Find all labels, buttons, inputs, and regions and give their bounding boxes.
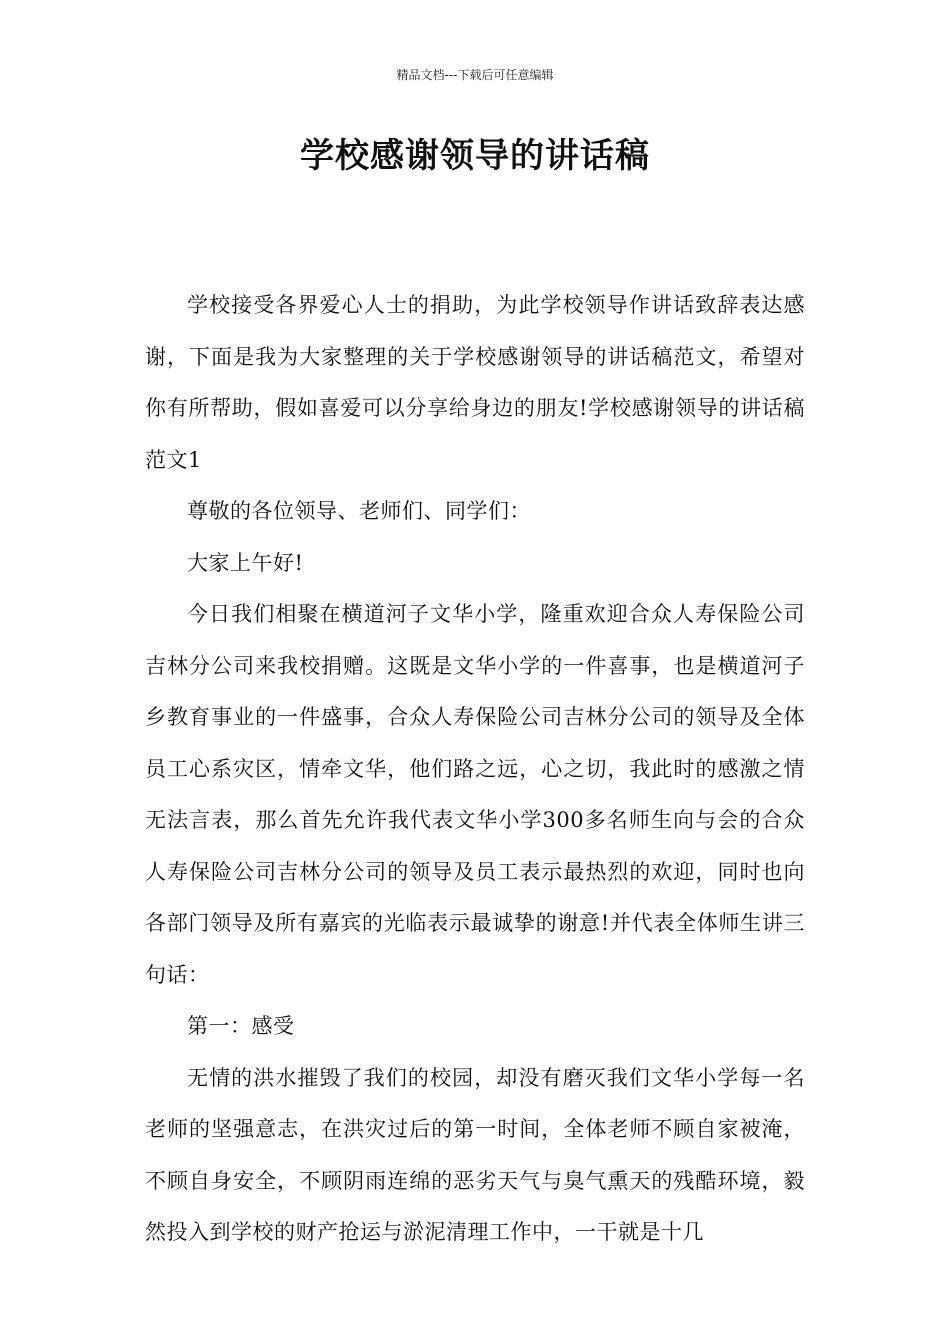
paragraph-salutation: 尊敬的各位领导、老师们、同学们： (187, 499, 531, 523)
paragraph-section-heading: 第一：感受 (187, 1014, 295, 1038)
paragraph-intro: 学校接受各界爱心人士的捐助，为此学校领导作讲话致辞表达感谢，下面是我为大家整理的关于学校感谢领导的讲话稿范文，希望对你有所帮助，假如喜爱可以分享给身边的朋友!学校感谢领导的讲话稿范文1 (145, 293, 805, 472)
paragraph-welcome: 今日我们相聚在横道河子文华小学，隆重欢迎合众人寿保险公司吉林分公司来我校捐赠。这既是文华小学的一件喜事，也是横道河子乡教育事业的一件盛事，合众人寿保险公司吉林分公司的领导及全体员工心系灾区，情牵文华，他们路之远，心之切，我此时的感激之情无法言表，那么首先允许我代表文华小学300多名师生向与会的合众人寿保险公司吉林分公司的领导及员工表示最热烈的欢迎，同时也向各部门领导及所有嘉宾的光临表示最诚挚的谢意!并代表全体师生讲三句话： (145, 602, 805, 987)
paragraph-section-body: 无情的洪水摧毁了我们的校园，却没有磨灭我们文华小学每一名老师的坚强意志，在洪灾过后的第一时间，全体老师不顾自家被淹，不顾自身安全，不顾阴雨连绵的恶劣天气与臭气熏天的残酷环境，毅然投入到学校的财产抢运与淤泥清理工作中，一干就是十几 (145, 1065, 805, 1244)
document-body (145, 280, 805, 1259)
page-title: 学校感谢领导的讲话稿 (300, 136, 650, 176)
header-note: 精品文档---下载后可任意编辑 (396, 68, 554, 82)
paragraph-greeting: 大家上午好! (187, 550, 304, 575)
